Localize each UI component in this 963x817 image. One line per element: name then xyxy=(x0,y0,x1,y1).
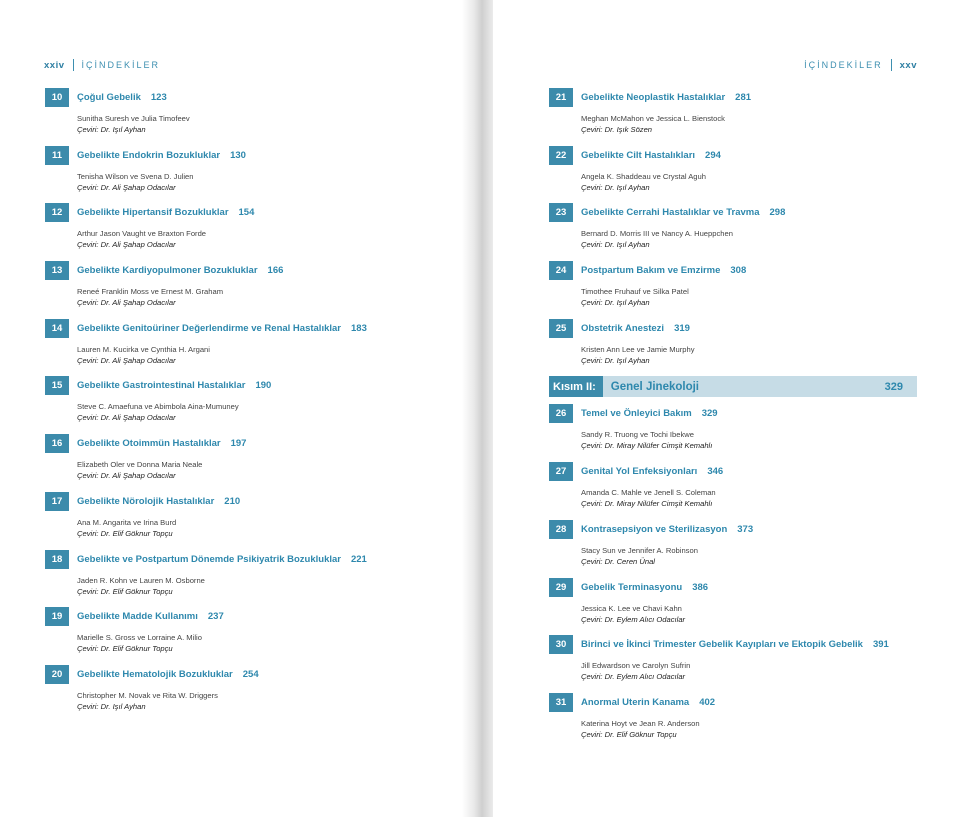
chapter-authors: Jaden R. Kohn ve Lauren M. Osborne xyxy=(77,575,205,585)
chapter-title[interactable]: Gebelikte Hematolojik Bozukluklar xyxy=(77,668,233,680)
toc-entry[interactable] xyxy=(549,693,917,751)
toc-entry-heading xyxy=(549,635,917,654)
chapter-authors: Bernard D. Morris III ve Nancy A. Hueppchen xyxy=(581,229,733,239)
chapter-authors: Amanda C. Mahle ve Jenell S. Coleman xyxy=(581,488,716,498)
chapter-page: 281 xyxy=(735,92,752,103)
chapter-translator: Çeviri: Dr. Ali Şahap Odacılar xyxy=(77,355,176,365)
chapter-title[interactable]: Gebelikte Cilt Hastalıkları xyxy=(581,149,696,161)
toc-entry[interactable] xyxy=(45,607,367,665)
chapter-page: 298 xyxy=(769,207,786,219)
chapter-number: 16 xyxy=(45,434,69,453)
toc-entry-heading xyxy=(549,88,917,107)
toc-group-obstetrics xyxy=(549,88,917,376)
toc-entry-heading xyxy=(45,88,367,107)
toc-entry[interactable] xyxy=(45,665,367,723)
chapter-translator: Çeviri: Dr. Işıl Ayhan xyxy=(581,355,650,365)
chapter-title[interactable]: Gebelikte Hipertansif Bozukluklar xyxy=(77,207,229,219)
chapter-page: 197 xyxy=(230,438,247,450)
toc-entry-heading xyxy=(549,261,917,280)
chapter-number: 29 xyxy=(549,578,573,597)
toc-entry[interactable] xyxy=(549,146,917,204)
chapter-page: 294 xyxy=(705,149,721,161)
toc-entry[interactable] xyxy=(549,261,917,319)
chapter-authors: Sunitha Suresh ve Julia Timofeev xyxy=(77,114,190,123)
chapter-authors: Angela K. Shaddeau ve Crystal Aguh xyxy=(581,171,706,181)
chapter-translator: Çeviri: Dr. Elif Göknur Topçu xyxy=(77,644,173,654)
toc-entry-heading xyxy=(549,520,917,539)
toc-entry[interactable] xyxy=(45,550,367,608)
chapter-page: 308 xyxy=(730,265,747,277)
chapter-translator: Çeviri: Dr. Ali Şahap Odacılar xyxy=(77,471,176,481)
toc-entry-heading xyxy=(45,261,367,280)
toc-entry-heading xyxy=(549,146,917,165)
toc-entry-heading xyxy=(549,693,917,712)
chapter-page: 319 xyxy=(674,322,690,334)
chapter-number: 21 xyxy=(549,88,573,107)
chapter-number: 28 xyxy=(549,520,573,539)
chapter-page: 210 xyxy=(224,495,241,507)
chapter-number: 27 xyxy=(549,462,573,481)
toc-entry-heading xyxy=(45,376,367,395)
chapter-translator: Çeviri: Dr. Işık Sözen xyxy=(581,125,653,134)
toc-entry[interactable] xyxy=(549,88,917,146)
chapter-number: 18 xyxy=(45,550,69,569)
running-title: İÇİNDEKİLER xyxy=(81,60,161,70)
chapter-title[interactable]: Gebelikte Nörolojik Hastalıklar xyxy=(77,495,215,507)
toc-entry[interactable] xyxy=(549,319,917,377)
chapter-translator: Çeviri: Dr. Işıl Ayhan xyxy=(77,125,146,134)
chapter-page: 154 xyxy=(238,207,255,219)
chapter-page: 130 xyxy=(230,149,246,161)
chapter-translator: Çeviri: Dr. Miray Nilüfer Cimşit Kemahlı xyxy=(581,499,713,509)
toc-entry[interactable] xyxy=(45,492,367,550)
chapter-translator: Çeviri: Dr. Elif Göknur Topçu xyxy=(77,586,173,596)
chapter-title[interactable]: Gebelikte Gastrointestinal Hastalıklar xyxy=(77,380,246,392)
toc-entry-heading xyxy=(45,550,367,569)
page-number: xxv xyxy=(899,59,917,71)
chapter-authors: Meghan McMahon ve Jessica L. Bienstock xyxy=(581,114,725,123)
chapter-translator: Çeviri: Dr. Ali Şahap Odacılar xyxy=(77,240,176,250)
chapter-title[interactable]: Gebelikte Neoplastik Hastalıklar xyxy=(581,92,726,103)
toc-entry-heading xyxy=(45,665,367,684)
part-page: 329 xyxy=(884,380,903,393)
right-page xyxy=(493,0,963,817)
chapter-title[interactable]: Genital Yol Enfeksiyonları xyxy=(581,466,698,478)
chapter-number: 24 xyxy=(549,261,573,280)
chapter-authors: Jill Edwardson ve Carolyn Sufrin xyxy=(581,661,691,671)
chapter-authors: Elizabeth Oler ve Donna Maria Neale xyxy=(77,460,203,470)
chapter-authors: Marielle S. Gross ve Lorraine A. Milio xyxy=(77,633,202,643)
toc-entry[interactable] xyxy=(549,203,917,261)
chapter-translator: Çeviri: Dr. Eylem Alıcı Odacılar xyxy=(581,672,686,682)
left-page xyxy=(0,0,470,817)
toc-entry[interactable] xyxy=(549,462,917,520)
chapter-title[interactable]: Gebelikte Madde Kullanımı xyxy=(77,611,198,623)
part-label: Kısım II: xyxy=(549,376,603,397)
page-number: xxiv xyxy=(44,59,65,71)
chapter-authors: Arthur Jason Vaught ve Braxton Forde xyxy=(77,229,207,239)
chapter-page: 237 xyxy=(207,611,224,623)
toc-group-gynecology xyxy=(549,404,917,750)
chapter-authors: Timothee Fruhauf ve Silka Patel xyxy=(581,287,689,297)
chapter-translator: Çeviri: Dr. Ceren Ünal xyxy=(581,556,655,566)
chapter-translator: Çeviri: Dr. Işıl Ayhan xyxy=(581,298,650,308)
toc-entry[interactable] xyxy=(45,319,367,377)
chapter-translator: Çeviri: Dr. Eylem Alıcı Odacılar xyxy=(581,614,686,624)
chapter-translator: Çeviri: Dr. Ali Şahap Odacılar xyxy=(77,298,176,308)
chapter-translator: Çeviri: Dr. Elif Göknur Topçu xyxy=(581,729,677,739)
chapter-number: 26 xyxy=(549,404,573,423)
toc-entry[interactable] xyxy=(549,578,917,636)
toc-entry[interactable] xyxy=(549,520,917,578)
chapter-title[interactable]: Kontrasepsiyon ve Sterilizasyon xyxy=(581,523,728,535)
chapter-authors: Christopher M. Novak ve Rita W. Driggers xyxy=(77,690,218,700)
chapter-authors: Katerina Hoyt ve Jean R. Anderson xyxy=(581,718,700,728)
chapter-translator: Çeviri: Dr. Elif Göknur Topçu xyxy=(77,528,173,538)
chapter-authors: Stacy Sun ve Jennifer A. Robinson xyxy=(581,545,698,555)
toc-entry[interactable] xyxy=(45,203,367,261)
chapter-title[interactable]: Birinci ve İkinci Trimester Gebelik Kayıpları ve Ektopik Gebelik xyxy=(581,639,863,651)
toc-entry-heading xyxy=(549,319,917,338)
toc-entry-heading xyxy=(45,492,367,511)
chapter-page: 123 xyxy=(150,92,167,103)
toc-entry-heading xyxy=(549,203,917,222)
chapter-authors: Steve C. Amaefuna ve Abimbola Aina-Mumuney xyxy=(77,402,239,412)
chapter-translator: Çeviri: Dr. Miray Nilüfer Cimşit Kemahlı xyxy=(581,441,713,451)
chapter-title[interactable]: Gebelikte Kardiyopulmoner Bozukluklar xyxy=(77,265,258,277)
chapter-title[interactable]: Gebelikte Genitoüriner Değerlendirme ve Renal Hastalıklar xyxy=(77,322,341,334)
chapter-title[interactable]: Obstetrik Anestezi xyxy=(581,322,665,334)
chapter-authors: Sandy R. Truong ve Tochi Ibekwe xyxy=(581,430,694,440)
chapter-title[interactable]: Temel ve Önleyici Bakım xyxy=(581,408,692,420)
toc-list-right xyxy=(549,88,917,751)
toc-entry[interactable] xyxy=(45,88,367,146)
running-title: İÇİNDEKİLER xyxy=(804,60,883,70)
chapter-number: 13 xyxy=(45,261,69,280)
chapter-number: 15 xyxy=(45,376,69,395)
part-banner[interactable] xyxy=(549,376,917,397)
chapter-title[interactable]: Çoğul Gebelik xyxy=(77,92,141,103)
running-head-divider xyxy=(891,59,892,71)
toc-entry-heading xyxy=(549,462,917,481)
chapter-authors: Ana M. Angarita ve Irina Burd xyxy=(77,517,177,527)
chapter-number: 19 xyxy=(45,607,69,626)
chapter-page: 346 xyxy=(707,466,724,478)
toc-entry[interactable] xyxy=(45,146,367,204)
chapter-title[interactable]: Gebelikte Endokrin Bozukluklar xyxy=(77,149,221,161)
chapter-authors: Reneé Franklin Moss ve Ernest M. Graham xyxy=(77,287,224,297)
toc-entry-heading xyxy=(549,404,917,423)
chapter-number: 10 xyxy=(45,88,69,107)
chapter-page: 391 xyxy=(872,639,889,651)
toc-entry-heading xyxy=(45,146,367,165)
running-head-right xyxy=(804,59,917,71)
toc-entry-heading xyxy=(549,578,917,597)
chapter-title[interactable]: Anormal Uterin Kanama xyxy=(581,696,690,708)
toc-entry-heading xyxy=(45,319,367,338)
chapter-title[interactable]: Gebelik Terminasyonu xyxy=(581,581,683,593)
chapter-number: 20 xyxy=(45,665,69,684)
chapter-page: 183 xyxy=(351,322,367,334)
chapter-translator: Çeviri: Dr. Işıl Ayhan xyxy=(77,701,146,711)
chapter-page: 190 xyxy=(255,380,272,392)
chapter-translator: Çeviri: Dr. Ali Şahap Odacılar xyxy=(77,413,176,423)
chapter-page: 221 xyxy=(350,553,367,565)
chapter-number: 22 xyxy=(549,146,573,165)
toc-entry[interactable] xyxy=(549,404,917,462)
chapter-title[interactable]: Gebelikte ve Postpartum Dönemde Psikiyatrik Bozukluklar xyxy=(77,553,341,565)
chapter-page: 402 xyxy=(699,696,716,708)
chapter-authors: Lauren M. Kucirka ve Cynthia H. Argani xyxy=(77,344,210,354)
toc-entry[interactable] xyxy=(45,434,367,492)
chapter-translator: Çeviri: Dr. Işıl Ayhan xyxy=(581,240,650,250)
running-head-divider xyxy=(73,59,74,71)
part-title: Genel Jinekoloji xyxy=(610,380,699,393)
chapter-title[interactable]: Gebelikte Otoimmün Hastalıklar xyxy=(77,438,221,450)
running-head-left xyxy=(44,59,160,71)
chapter-number: 25 xyxy=(549,319,573,338)
toc-list-left xyxy=(45,88,367,723)
chapter-number: 17 xyxy=(45,492,69,511)
chapter-authors: Tenisha Wilson ve Svena D. Julien xyxy=(77,171,194,181)
chapter-authors: Jessica K. Lee ve Chavi Kahn xyxy=(581,603,682,613)
chapter-page: 373 xyxy=(737,523,754,535)
chapter-authors: Kristen Ann Lee ve Jamie Murphy xyxy=(581,344,695,354)
toc-entry-heading xyxy=(45,434,367,453)
chapter-title[interactable]: Gebelikte Cerrahi Hastalıklar ve Travma xyxy=(581,207,760,219)
chapter-number: 11 xyxy=(45,146,69,165)
chapter-page: 254 xyxy=(242,668,259,680)
chapter-number: 31 xyxy=(549,693,573,712)
chapter-translator: Çeviri: Dr. Ali Şahap Odacılar xyxy=(77,182,176,192)
chapter-title[interactable]: Postpartum Bakım ve Emzirme xyxy=(581,265,721,277)
toc-entry[interactable] xyxy=(45,261,367,319)
chapter-number: 12 xyxy=(45,203,69,222)
chapter-page: 166 xyxy=(267,265,284,277)
chapter-number: 23 xyxy=(549,203,573,222)
toc-entry-heading xyxy=(45,607,367,626)
chapter-number: 14 xyxy=(45,319,69,338)
chapter-number: 30 xyxy=(549,635,573,654)
chapter-page: 386 xyxy=(692,581,709,593)
chapter-page: 329 xyxy=(701,408,718,420)
toc-entry[interactable] xyxy=(549,635,917,693)
chapter-translator: Çeviri: Dr. Işıl Ayhan xyxy=(581,182,650,192)
toc-entry-heading xyxy=(45,203,367,222)
toc-entry[interactable] xyxy=(45,376,367,434)
